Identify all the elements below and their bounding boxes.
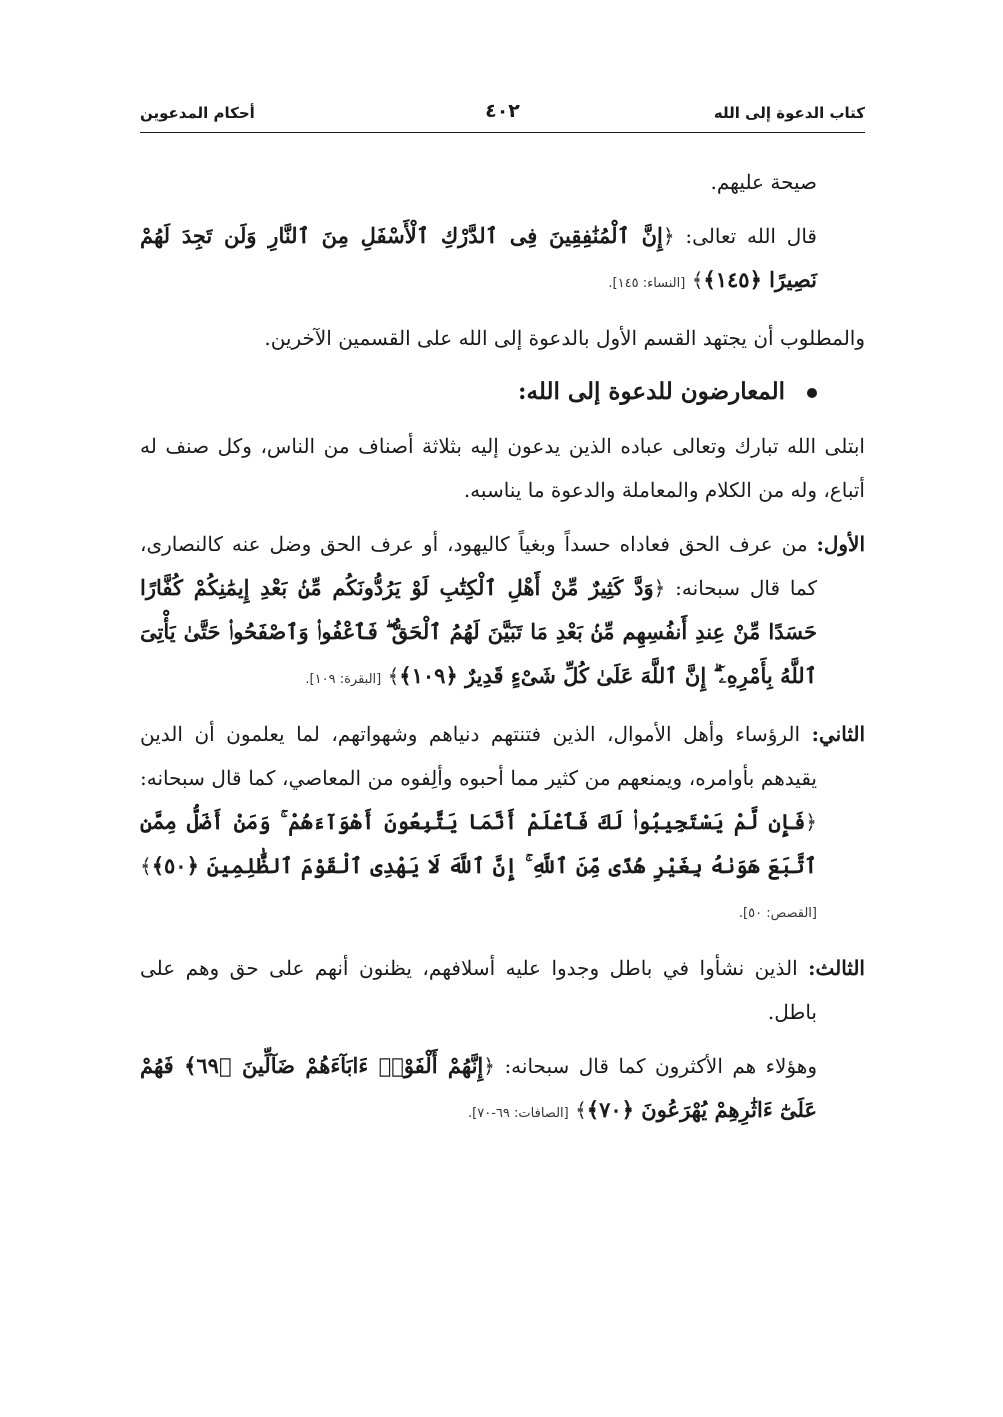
quran-open-bracket: ﴿	[805, 810, 817, 834]
paragraph-text: ابتلى الله تبارك وتعالى عباده الذين يدعون إليه بثلاثة أصناف من الناس، وكل صنف له أتباع، وله من الكلام والمعاملة والدعوة ما يناسبه.	[140, 434, 865, 502]
running-header	[140, 100, 865, 128]
page-number: ٤٠٢	[485, 100, 520, 122]
quran-close-bracket: ﴾	[691, 268, 704, 292]
header-rule	[140, 132, 865, 133]
quran-open-bracket: ﴿	[483, 1054, 495, 1078]
item-label: الثالث:	[808, 956, 865, 980]
header-book-title: كتاب الدعوة إلى الله	[713, 104, 865, 122]
page-body	[140, 160, 865, 1146]
verse-reference: [الصافات: ٦٩-٧٠].	[468, 1106, 569, 1121]
paragraph-third-type	[140, 946, 865, 1034]
quran-verse: إِنَّهُمْ أَلْفَوْا۟ ءَابَآءَهُمْ ضَآلِّينَ ﴿٦٩﴾ فَهُمْ عَلَىٰٓ ءَاثَٰرِهِمْ يُهْرَعُونَ ﴿٧٠﴾	[140, 1053, 817, 1122]
quote-intro: قال الله تعالى:	[685, 224, 817, 248]
verse-reference: [القصص: ٥٠].	[738, 906, 817, 921]
quran-verse: وَدَّ كَثِيرٌ مِّنْ أَهْلِ ٱلْكِتَٰبِ لَوْ يَرُدُّونَكُم مِّنۢ بَعْدِ إِيمَٰنِكُمْ كُفَّارًا حَسَدًا مِّنْ عِندِ أَنفُسِهِم مِّنۢ بَعْدِ مَا تَبَيَّنَ لَهُمُ ٱلْحَقُّ ۖ فَٱعْفُوا۟ وَٱصْفَحُوا۟ حَتَّىٰ يَأْتِىَ ٱللَّهُ بِأَمْرِهِۦٓ ۗ إِنَّ ٱللَّهَ عَلَىٰ كُلِّ شَىْءٍ قَدِيرٌ ﴿١٠٩﴾	[140, 575, 817, 688]
verse-reference: [النساء: ١٤٥].	[608, 276, 686, 291]
paragraph-three-types	[140, 424, 865, 512]
item-label: الثاني:	[811, 722, 866, 746]
verse-reference: [البقرة: ١٠٩].	[305, 672, 382, 687]
continuation-text: صيحة عليهم.	[710, 170, 817, 194]
bullet-icon	[807, 388, 817, 398]
quran-close-bracket: ﴾	[575, 1098, 587, 1122]
heading-text: المعارضون للدعوة إلى الله:	[518, 378, 785, 405]
paragraph-continuation	[140, 160, 865, 204]
item-text: من عرف الحق فعاداه حسداً وبغياً كاليهود، أو عرف الحق وضل عنه كالنصارى، كما قال سبحانه:	[140, 532, 817, 600]
paragraph-first-type	[140, 522, 865, 702]
paragraph-majority	[140, 1044, 865, 1136]
quran-verse: إِنَّ ٱلْمُنَٰفِقِينَ فِى ٱلدَّرْكِ ٱلْأَسْفَلِ مِنَ ٱلنَّارِ وَلَن تَجِدَ لَهُمْ نَصِيرًا ﴿١٤٥﴾	[140, 223, 817, 292]
header-chapter-title: أحكام المدعوين	[140, 104, 255, 122]
item-text: الذين نشأوا في باطل وجدوا عليه أسلافهم، يظنون أنهم على حق وهم على باطل.	[140, 956, 817, 1024]
quran-open-bracket: ﴿	[653, 576, 666, 600]
quran-close-bracket: ﴾	[140, 854, 152, 878]
section-heading	[140, 370, 865, 414]
quran-close-bracket: ﴾	[387, 664, 400, 688]
item-text: الرؤساء وأهل الأموال، الذين فتنتهم دنياهم وشهواتهم، لما يعلمون أن الدين يقيدهم بأوامره، ويمنعهم من كثير مما أحبوه وألِفوه من المعاصي، كما قال سبحانه:	[140, 722, 817, 790]
paragraph-required	[140, 316, 865, 360]
quran-open-bracket: ﴿	[662, 224, 675, 248]
paragraph-quran-nisa	[140, 214, 865, 306]
quote-intro: وهؤلاء هم الأكثرون كما قال سبحانه:	[504, 1054, 817, 1078]
paragraph-second-type	[140, 712, 865, 936]
paragraph-text: والمطلوب أن يجتهد القسم الأول بالدعوة إلى الله على القسمين الآخرين.	[264, 326, 865, 350]
quran-verse: فَإِن لَّمْ يَسْتَجِيبُوا۟ لَكَ فَٱعْلَمْ أَنَّمَا يَتَّبِعُونَ أَهْوَآءَهُمْ ۚ وَمَنْ أَضَلُّ مِمَّنِ ٱتَّبَعَ هَوَىٰهُ بِغَيْرِ هُدًى مِّنَ ٱللَّهِ ۚ إِنَّ ٱللَّهَ لَا يَهْدِى ٱلْقَوْمَ ٱلظَّٰلِمِينَ ﴿٥٠﴾	[140, 809, 817, 878]
item-label: الأول:	[816, 532, 866, 556]
